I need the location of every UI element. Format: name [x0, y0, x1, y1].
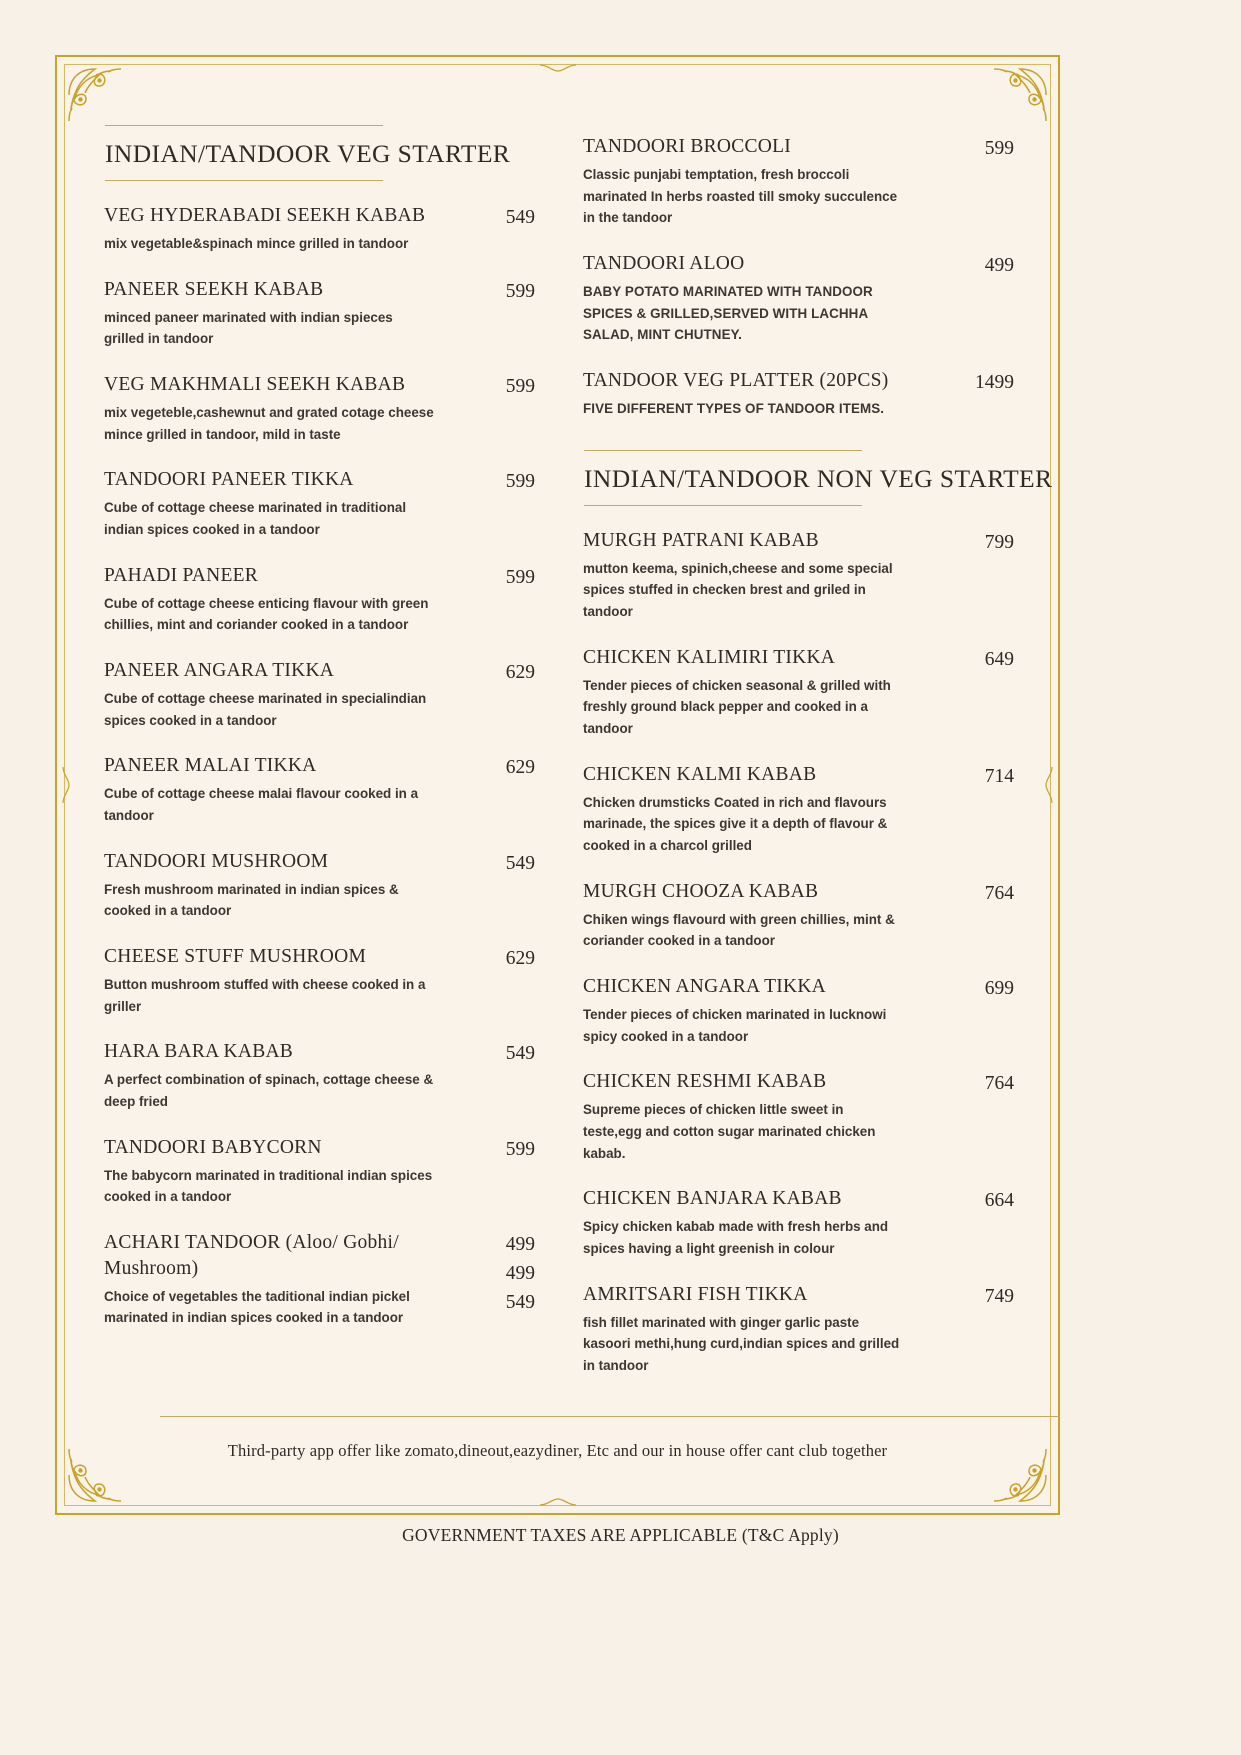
menu-item-name: CHEESE STUFF MUSHROOM: [104, 945, 367, 967]
menu-item-name: MURGH CHOOZA KABAB: [583, 880, 819, 902]
menu-item-main: [583, 1186, 942, 1259]
menu-item: [583, 645, 1014, 740]
menu-item-description: minced paneer marinated with indian spieces grilled in tandoor: [104, 309, 393, 347]
menu-item-main: [104, 1230, 461, 1329]
menu-item-main: [104, 944, 461, 1017]
menu-item: [583, 1186, 1014, 1259]
menu-item-main: [583, 251, 942, 346]
menu-item: [583, 762, 1014, 857]
offer-disclaimer: Third-party app offer like zomato,dineout,eazydiner, Etc and our in house offer cant club together: [227, 1441, 888, 1460]
price-value: 649: [984, 648, 1014, 670]
menu-item-name: MURGH PATRANI KABAB: [583, 529, 819, 551]
menu-item-main: [104, 563, 461, 636]
menu-item-description: BABY POTATO MARINATED WITH TANDOOR SPICES & GRILLED,SERVED WITH LACHHA SALAD, MINT CHUTNEY.: [583, 283, 873, 343]
menu-item-name: TANDOORI BROCCOLI: [583, 136, 791, 157]
menu-item-main: [583, 1069, 942, 1164]
menu-item-price: [942, 528, 1014, 558]
menu-column-right: [583, 112, 1053, 1377]
menu-item-description: Button mushroom stuffed with cheese cooked in a griller: [104, 976, 426, 1014]
menu-item-description: The babycorn marinated in traditional indian spices cooked in a tandoor: [104, 1167, 433, 1205]
price-value: 499: [505, 1233, 535, 1255]
menu-item: [583, 879, 1014, 952]
menu-item-price: [461, 467, 535, 497]
menu-item-main: [104, 203, 461, 255]
menu-item-price: [942, 645, 1014, 675]
price-value: 549: [505, 1043, 535, 1065]
edge-flourish-right-icon: [1042, 765, 1054, 805]
menu-item-description: fish fillet marinated with ginger garlic paste kasoori methi,hung curd,indian spices and grilled in tandoor: [583, 1314, 900, 1374]
edge-flourish-bottom-icon: [538, 1495, 578, 1507]
menu-item-main: [104, 753, 461, 826]
menu-item-main: [583, 368, 942, 420]
price-value: 599: [505, 566, 535, 588]
menu-item-description: Classic punjabi temptation, fresh broccoli marinated In herbs roasted till smoky succulence in the tandoor: [583, 166, 898, 226]
menu-item-price: [461, 1135, 535, 1165]
menu-item-price: [942, 762, 1014, 792]
menu-item-price: [461, 1230, 535, 1318]
menu-item-price: [942, 251, 1014, 281]
menu-item-name: PANEER ANGARA TIKKA: [104, 659, 335, 681]
menu-item-name: TANDOORI PANEER TIKKA: [104, 469, 354, 491]
menu-item: [583, 134, 1014, 229]
menu-item-name: PAHADI PANEER: [104, 564, 259, 586]
menu-column-left: [104, 112, 535, 1377]
menu-item-main: [104, 658, 461, 731]
menu-item-main: [583, 879, 942, 952]
menu-item: [104, 372, 535, 445]
corner-flourish-bottom-left-icon: [65, 1427, 143, 1505]
menu-item-main: [583, 134, 942, 229]
menu-item-price: [942, 134, 1014, 164]
menu-item-list-veg-continued: [583, 134, 1014, 420]
menu-item-price: [461, 372, 535, 402]
price-value: 599: [505, 280, 535, 302]
menu-item-price: [461, 753, 535, 783]
menu-item-name: VEG HYDERABADI SEEKH KABAB: [104, 205, 426, 226]
corner-flourish-bottom-right-icon: [972, 1427, 1050, 1505]
menu-item-name: TANDOOR VEG PLATTER (20PCS): [583, 370, 889, 392]
price-value: 1499: [975, 372, 1014, 394]
menu-item-description: Cube of cottage cheese marinated in specialindian spices cooked in a tandoor: [104, 690, 427, 728]
price-value: 499: [505, 1262, 535, 1284]
price-value: 599: [505, 1138, 535, 1160]
price-value: 629: [505, 947, 535, 969]
price-value: 764: [984, 1073, 1014, 1095]
menu-item: [583, 974, 1014, 1047]
tax-disclaimer: GOVERNMENT TAXES ARE APPLICABLE (T&C Apply): [402, 1525, 839, 1545]
menu-item-description: Cube of cottage cheese enticing flavour with green chillies, mint and coriander cooked in a tandoor: [104, 595, 429, 633]
menu-item: [104, 467, 535, 540]
menu-item-description: A perfect combination of spinach, cottage cheese & deep fried: [104, 1072, 434, 1109]
menu-item-description: Tender pieces of chicken marinated in lucknowi spicy cooked in a tandoor: [583, 1007, 887, 1044]
menu-item-name: CHICKEN ANGARA TIKKA: [583, 976, 826, 998]
section-rule-bottom: [584, 505, 862, 506]
menu-item-price: [461, 658, 535, 688]
menu-item: [583, 1282, 1014, 1377]
menu-columns: [104, 112, 1053, 1377]
menu-item-name: PANEER SEEKH KABAB: [104, 278, 324, 300]
menu-item-list-non-veg: [583, 528, 1014, 1377]
menu-item-name: TANDOORI ALOO: [583, 253, 745, 275]
menu-item-description: FIVE DIFFERENT TYPES OF TANDOOR ITEMS.: [583, 400, 885, 416]
price-value: 664: [984, 1190, 1014, 1212]
menu-item-name: TANDOORI BABYCORN: [104, 1136, 322, 1158]
price-value: 629: [505, 757, 535, 779]
menu-item: [583, 251, 1014, 346]
menu-item: [583, 1069, 1014, 1164]
menu-item-name: ACHARI TANDOOR (Aloo/ Gobhi/ Mushroom): [104, 1231, 399, 1279]
price-value: 629: [505, 661, 535, 683]
menu-item-description: Supreme pieces of chicken little sweet in teste,egg and cotton sugar marinated chicken kabab.: [583, 1102, 876, 1161]
menu-item-description: Spicy chicken kabab made with fresh herbs and spices having a light greenish in colour: [583, 1219, 889, 1257]
price-value: 599: [984, 138, 1014, 159]
price-value: 699: [984, 978, 1014, 1000]
menu-item-price: [942, 1282, 1014, 1312]
menu-card: [55, 55, 1060, 1515]
menu-item-name: CHICKEN RESHMI KABAB: [583, 1071, 827, 1093]
footer-divider: [160, 1416, 1060, 1417]
menu-item-main: [104, 849, 461, 922]
price-value: 549: [505, 207, 535, 228]
menu-item-description: mutton keema, spinich,cheese and some special spices stuffed in checken brest and griled in tandoor: [583, 560, 893, 620]
menu-item-name: CHICKEN KALIMIRI TIKKA: [583, 646, 836, 668]
menu-item-main: [104, 467, 461, 540]
menu-item-main: [104, 1135, 461, 1208]
menu-item-main: [583, 528, 942, 623]
menu-item-name: HARA BARA KABAB: [104, 1041, 294, 1063]
menu-item-main: [104, 372, 461, 445]
menu-item-description: Fresh mushroom marinated in indian spices & cooked in a tandoor: [104, 881, 399, 919]
edge-flourish-top-icon: [538, 63, 578, 75]
menu-item-main: [104, 277, 461, 350]
menu-item-description: Cube of cottage cheese marinated in traditional indian spices cooked in a tandoor: [104, 500, 407, 537]
menu-item: [583, 368, 1014, 420]
menu-item-main: [104, 1039, 461, 1112]
edge-flourish-left-icon: [61, 765, 73, 805]
menu-item-price: [942, 368, 1014, 398]
menu-item-main: [583, 974, 942, 1047]
menu-item-price: [942, 879, 1014, 909]
menu-item-main: [583, 762, 942, 857]
menu-item-price: [461, 1039, 535, 1069]
menu-item: [104, 1039, 535, 1112]
price-value: 549: [505, 852, 535, 874]
menu-item-name: AMRITSARI FISH TIKKA: [583, 1283, 808, 1305]
menu-item-price: [942, 1186, 1014, 1216]
section-veg-starter: [104, 125, 535, 181]
price-value: 749: [984, 1285, 1014, 1307]
menu-item: [104, 753, 535, 826]
menu-item-name: VEG MAKHMALI SEEKH KABAB: [104, 373, 406, 395]
menu-item: [104, 944, 535, 1017]
menu-item-main: [583, 645, 942, 740]
menu-item-description: Cube of cottage cheese malai flavour cooked in a tandoor: [104, 786, 419, 823]
price-value: 499: [984, 255, 1014, 277]
menu-item: [104, 1135, 535, 1208]
section-title-non-veg-starter: INDIAN/TANDOOR NON VEG STARTER: [584, 463, 1053, 493]
menu-item-price: [461, 277, 535, 307]
menu-item-description: Chicken drumsticks Coated in rich and flavours marinade, the spices give it a depth of flavour & cooked in a charcol grilled: [583, 794, 888, 854]
price-value: 599: [505, 471, 535, 493]
menu-item-name: CHICKEN BANJARA KABAB: [583, 1188, 842, 1210]
menu-item-price: [461, 203, 535, 233]
menu-item-price: [461, 849, 535, 879]
price-value: 799: [984, 531, 1014, 553]
menu-item-name: PANEER MALAI TIKKA: [104, 755, 317, 777]
price-value: 549: [505, 1291, 535, 1313]
menu-item: [104, 277, 535, 350]
menu-item: [104, 1230, 535, 1329]
menu-item: [583, 528, 1014, 623]
price-value: 764: [984, 882, 1014, 904]
section-non-veg-starter: [583, 450, 1053, 506]
menu-item-name: TANDOORI MUSHROOM: [104, 850, 329, 872]
menu-item-description: Tender pieces of chicken seasonal & grilled with freshly ground black pepper and cooked in a tandoor: [583, 677, 891, 737]
menu-item: [104, 658, 535, 731]
menu-item-name: CHICKEN KALMI KABAB: [583, 763, 817, 785]
menu-item: [104, 563, 535, 636]
menu-item-description: mix vegeteble,cashewnut and grated cotage cheese mince grilled in tandoor, mild in taste: [104, 404, 434, 442]
section-title-veg-starter: INDIAN/TANDOOR VEG STARTER: [105, 139, 511, 168]
menu-item-price: [942, 1069, 1014, 1099]
section-rule-bottom: [105, 180, 383, 181]
menu-item-description: Choice of vegetables the taditional indian pickel marinated in indian spices cooked in a tandoor: [104, 1288, 410, 1326]
menu-item-list-veg: [104, 203, 535, 1329]
price-value: 714: [984, 765, 1014, 787]
menu-item-main: [583, 1282, 942, 1377]
menu-item-price: [942, 974, 1014, 1004]
menu-item-description: mix vegetable&spinach mince grilled in tandoor: [104, 235, 409, 251]
price-value: 599: [505, 375, 535, 397]
menu-item: [104, 203, 535, 255]
menu-item: [104, 849, 535, 922]
menu-item-price: [461, 563, 535, 593]
menu-item-description: Chiken wings flavourd with green chillies, mint & coriander cooked in a tandoor: [583, 911, 895, 949]
menu-item-price: [461, 944, 535, 974]
